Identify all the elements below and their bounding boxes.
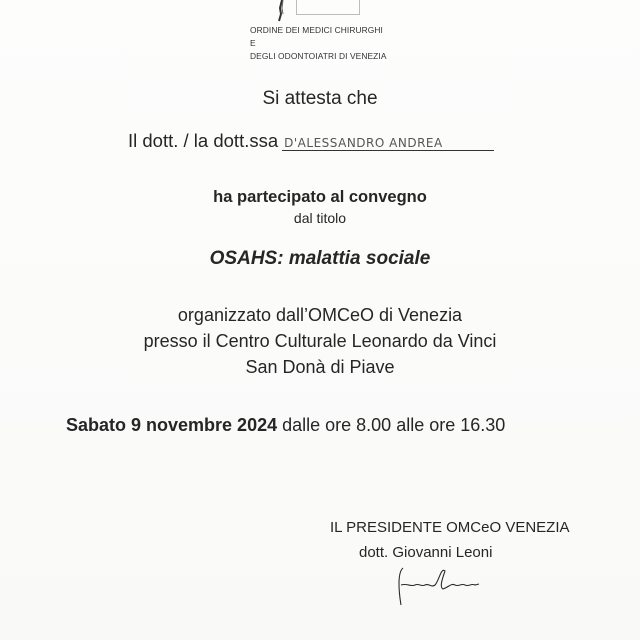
event-date: Sabato 9 novembre 2024: [66, 415, 278, 435]
organization-name: [250, 24, 390, 63]
event-time: dalle ore 8.00 alle ore 16.30: [277, 415, 506, 435]
organizer-line: organizzato dall’OMCeO di Venezia: [177, 305, 463, 325]
org-line-1: ORDINE DEI MEDICI CHIRURGHI E: [250, 25, 383, 48]
handwritten-signature-icon: [393, 563, 493, 608]
participation-statement: ha partecipato al convegno: [213, 188, 427, 206]
participant-line: [128, 130, 494, 152]
participant-name-field: D'ALESSANDRO ANDREA: [282, 136, 494, 151]
president-name: dott. Giovanni Leoni: [359, 544, 493, 561]
attesta-heading: Si attesta che: [262, 88, 378, 109]
conference-title: OSAHS: malattia sociale: [209, 248, 431, 269]
org-line-2: DEGLI ODONTOIATRI DI VENEZIA: [250, 51, 387, 61]
dott-label: Il dott. / la dott.ssa: [128, 130, 279, 151]
location-line: San Donà di Piave: [245, 357, 395, 377]
title-label: dal titolo: [293, 210, 347, 226]
president-title: IL PRESIDENTE OMCeO VENEZIA: [330, 519, 570, 536]
date-line: [66, 415, 505, 436]
venue-line: presso il Centro Culturale Leonardo da Vinci: [143, 331, 497, 351]
order-emblem-icon: [276, 0, 286, 22]
logo-frame: [296, 0, 360, 15]
